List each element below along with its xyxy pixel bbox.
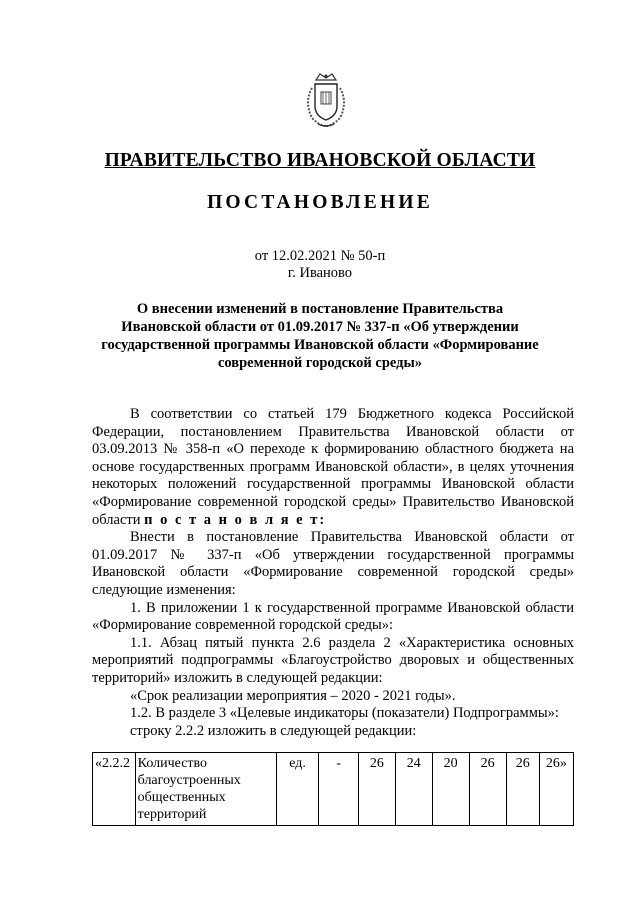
decree-word: п о с т а н о в л я е т: xyxy=(144,511,327,528)
table-cell-value: 24 xyxy=(395,753,432,826)
subject-line: О внесении изменений в постановление Правительства xyxy=(136,301,504,317)
document-type: ПОСТАНОВЛЕНИЕ xyxy=(207,192,433,213)
table-cell-value: 26» xyxy=(539,753,573,826)
document-body xyxy=(92,406,574,740)
paragraph: «Срок реализации мероприятия – 2020 - 2021 годы». xyxy=(130,687,456,704)
coat-of-arms-emblem-icon xyxy=(298,70,354,130)
subject-line: современной городской среды» xyxy=(217,355,423,371)
paragraph: строку 2.2.2 изложить в следующей редакции: xyxy=(130,722,417,739)
paragraph xyxy=(92,406,574,529)
subject-line: Ивановской области от 01.09.2017 № 337-п «Об утверждении xyxy=(121,319,519,335)
document-city: г. Иваново xyxy=(287,265,353,281)
table-cell-unit: ед. xyxy=(276,753,319,826)
table-cell-value: 26 xyxy=(469,753,506,826)
paragraph: Внести в постановление Правительства Ивановской области от 01.09.2017 № 337-п «Об утверждении государственной программы Ивановской области «Формирование современной городской среды» следующие изменения: xyxy=(92,529,574,598)
table-cell-value: - xyxy=(319,753,359,826)
table-cell-value: 26 xyxy=(506,753,539,826)
document-date-number: от 12.02.2021 № 50-п xyxy=(254,248,386,264)
subject-line: государственной программы Ивановской области «Формирование xyxy=(101,337,539,353)
paragraph: 1.1. Абзац пятый пункта 2.6 раздела 2 «Характеристика основных мероприятий подпрограммы «Благоустройство дворовых и общественных территорий» изложить в следующей редакции: xyxy=(92,634,574,686)
table-row xyxy=(93,753,574,826)
organization-title: ПРАВИТЕЛЬСТВО ИВАНОВСКОЙ ОБЛАСТИ xyxy=(104,150,536,171)
indicator-table xyxy=(92,752,574,826)
table-cell-number: «2.2.2 xyxy=(93,753,136,826)
table-cell-value: 26 xyxy=(358,753,395,826)
document-subject xyxy=(70,300,570,372)
table-cell-name: Количество благоустроенных общественных территорий xyxy=(135,753,276,826)
paragraph-text: В соответствии со статьей 179 Бюджетного кодекса Российской Федерации, постановлением Правительства Ивановской области от 03.09.2013 № 358-п «О переходе к формированию областного бюджета на основе государственных программ Ивановской области», в целях уточнения некоторых положений государственной программы Ивановской области «Формирование современной городской среды» Правительство Ивановской области xyxy=(92,406,574,528)
table-cell-value: 20 xyxy=(432,753,469,826)
paragraph: 1.2. В разделе 3 «Целевые индикаторы (показатели) Подпрограммы»: xyxy=(130,705,559,722)
paragraph: 1. В приложении 1 к государственной программе Ивановской области «Формирование современной городской среды»: xyxy=(92,599,574,634)
